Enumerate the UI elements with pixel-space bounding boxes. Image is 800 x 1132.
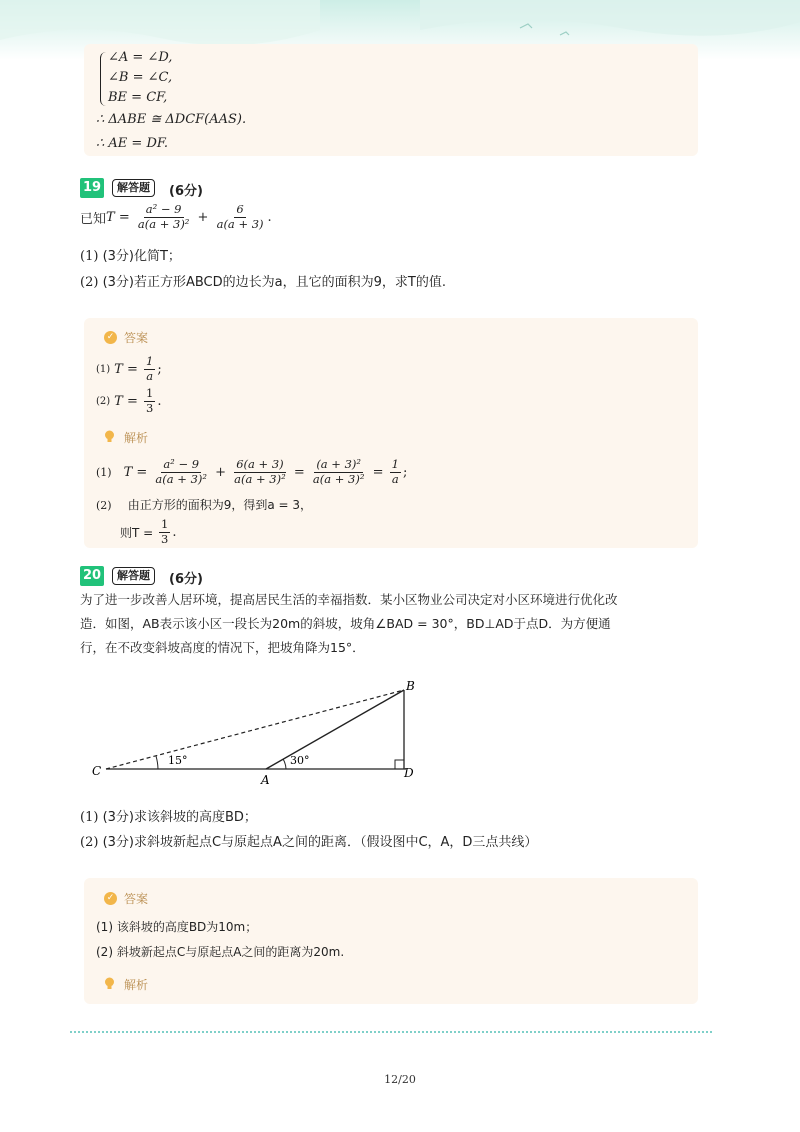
question-score: (6分) — [169, 572, 203, 587]
denominator: a(a + 3)² — [155, 471, 207, 486]
part-text: (3分)求该斜坡的高度BD； — [102, 810, 257, 825]
label-D: D — [404, 766, 414, 780]
dashed-line-CB — [106, 690, 404, 769]
slope-AB — [266, 690, 404, 769]
answer-label: 答案 — [124, 892, 149, 906]
numerator: a² − 9 — [163, 457, 200, 472]
q19-part-1 — [80, 245, 181, 264]
right-angle-mark — [395, 760, 404, 769]
proof-therefore-1: ∴ ΔABE ≅ ΔDCF(AAS). — [96, 112, 247, 127]
part-text: (3分)化简T； — [102, 249, 181, 264]
question-number-19: 19 — [80, 178, 104, 198]
numerator: 1 — [391, 457, 399, 472]
analysis-19-step-2 — [96, 496, 312, 513]
variable-T: T — [106, 209, 115, 225]
label-A: A — [261, 773, 270, 787]
answer-20-part-2: (2) 斜坡新起点C与原起点A之间的距离为20m. — [96, 945, 345, 959]
fraction-2-denominator: a(a + 3) — [216, 216, 264, 231]
lhs: T = — [114, 361, 142, 377]
check-icon: ✓ — [104, 892, 117, 905]
fraction-1-numerator: a² − 9 — [145, 202, 182, 217]
part-label: (2) — [80, 275, 99, 290]
part-label: (1) — [96, 465, 112, 479]
denominator: a — [391, 471, 399, 486]
analysis-19-step-1 — [96, 452, 407, 492]
denominator: a(a + 3)² — [312, 471, 365, 486]
denominator: 3 — [161, 531, 169, 546]
q20-paragraph-line-3: 行，在不改变斜坡高度的情况下，把坡角降为15°． — [80, 640, 365, 655]
proof-line-2: ∠B = ∠C, — [108, 70, 173, 85]
q19-part-2 — [80, 271, 446, 290]
numerator: 6(a + 3) — [236, 457, 284, 472]
part-label: (2) — [96, 499, 112, 512]
lhs: T = — [123, 464, 152, 480]
answer-20-part-1: (1) 该斜坡的高度BD为10m； — [96, 920, 258, 934]
lhs: T = — [114, 393, 142, 409]
part-label: (1) — [80, 249, 99, 264]
analysis-label: 解析 — [124, 431, 149, 445]
fraction-2 — [215, 203, 266, 230]
label-B: B — [406, 679, 415, 693]
plus: + — [210, 464, 231, 480]
denominator: a(a + 3)² — [234, 471, 286, 486]
proof-continuation-box — [84, 44, 698, 156]
q19-given-formula — [80, 197, 272, 237]
fraction — [159, 518, 170, 545]
denominator: 3 — [146, 400, 154, 415]
part-label: (2) — [80, 835, 99, 850]
answer-19-part-1 — [96, 352, 162, 386]
numerator: 1 — [146, 386, 154, 401]
part-label: (1) — [96, 363, 111, 375]
equals: = — [289, 464, 309, 480]
end-mark: . — [172, 524, 177, 540]
part-text: (3分)若正方形ABCD的边长为a，且它的面积为9，求T的值. — [102, 275, 446, 290]
system-brace — [100, 52, 106, 106]
period: . — [267, 209, 272, 225]
fraction — [311, 458, 367, 485]
q20-paragraph-line-1: 为了进一步改善人居环境，提高居民生活的幸福指数．某小区物业公司决定对小区环境进行优化改 — [80, 592, 618, 607]
plus: + — [193, 209, 213, 225]
label-C: C — [92, 764, 102, 778]
question-type-tag: 解答题 — [112, 567, 155, 585]
fraction — [390, 458, 401, 485]
part-label: (1) — [80, 810, 99, 825]
fraction — [144, 387, 155, 414]
denominator: a — [146, 368, 154, 383]
slope-figure — [88, 678, 428, 790]
answer-label: 答案 — [124, 331, 149, 345]
q20-part-2 — [80, 831, 537, 850]
fraction-1 — [136, 203, 192, 230]
page-number: 12/20 — [384, 1073, 416, 1086]
question-score: (6分) — [169, 184, 203, 199]
fraction — [144, 355, 155, 382]
numerator: 1 — [161, 517, 169, 532]
lightbulb-icon — [104, 977, 115, 990]
then-text: 则T = — [120, 525, 158, 540]
end-mark: ; — [157, 361, 162, 377]
question-type-tag: 解答题 — [112, 179, 155, 197]
angle-label-A: 30° — [290, 754, 310, 767]
angle-arc-A — [283, 759, 286, 769]
angle-label-C: 15° — [168, 754, 188, 767]
fraction — [153, 458, 209, 485]
step-text: 由正方形的面积为9，得到a = 3， — [127, 498, 313, 512]
part-label: (2) — [96, 395, 111, 407]
analysis-label: 解析 — [124, 978, 149, 992]
q20-part-1 — [80, 806, 257, 825]
analysis-19-step-2-result — [120, 514, 176, 550]
footer-divider — [70, 1031, 712, 1033]
end-mark: ; — [402, 464, 408, 480]
q20-paragraph-line-2: 造．如图，AB表示该小区一段长为20m的斜坡，坡角∠BAD = 30°，BD⊥AD于点D．为方便通 — [80, 616, 611, 631]
check-icon: ✓ — [104, 331, 117, 344]
part-text: (3分)求斜坡新起点C与原起点A之间的距离．（假设图中C，A，D三点共线） — [102, 835, 538, 850]
fraction-1-denominator: a(a + 3)² — [137, 216, 190, 231]
fraction-2-numerator: 6 — [236, 202, 244, 217]
answer-box-20 — [84, 878, 698, 1004]
proof-line-1: ∠A = ∠D, — [108, 50, 173, 65]
angle-arc-C — [156, 756, 158, 769]
question-number-20: 20 — [80, 566, 104, 586]
numerator: 1 — [146, 354, 154, 369]
equals: = — [368, 464, 388, 480]
equals: = — [114, 209, 134, 225]
proof-therefore-2: ∴ AE = DF. — [96, 136, 168, 151]
end-mark: . — [157, 393, 162, 409]
numerator: (a + 3)² — [316, 457, 362, 472]
lightbulb-icon — [104, 430, 115, 443]
answer-19-part-2 — [96, 384, 161, 418]
given-prefix: 已知 — [80, 211, 107, 227]
fraction — [232, 458, 288, 485]
proof-line-3: BE = CF, — [108, 90, 168, 105]
